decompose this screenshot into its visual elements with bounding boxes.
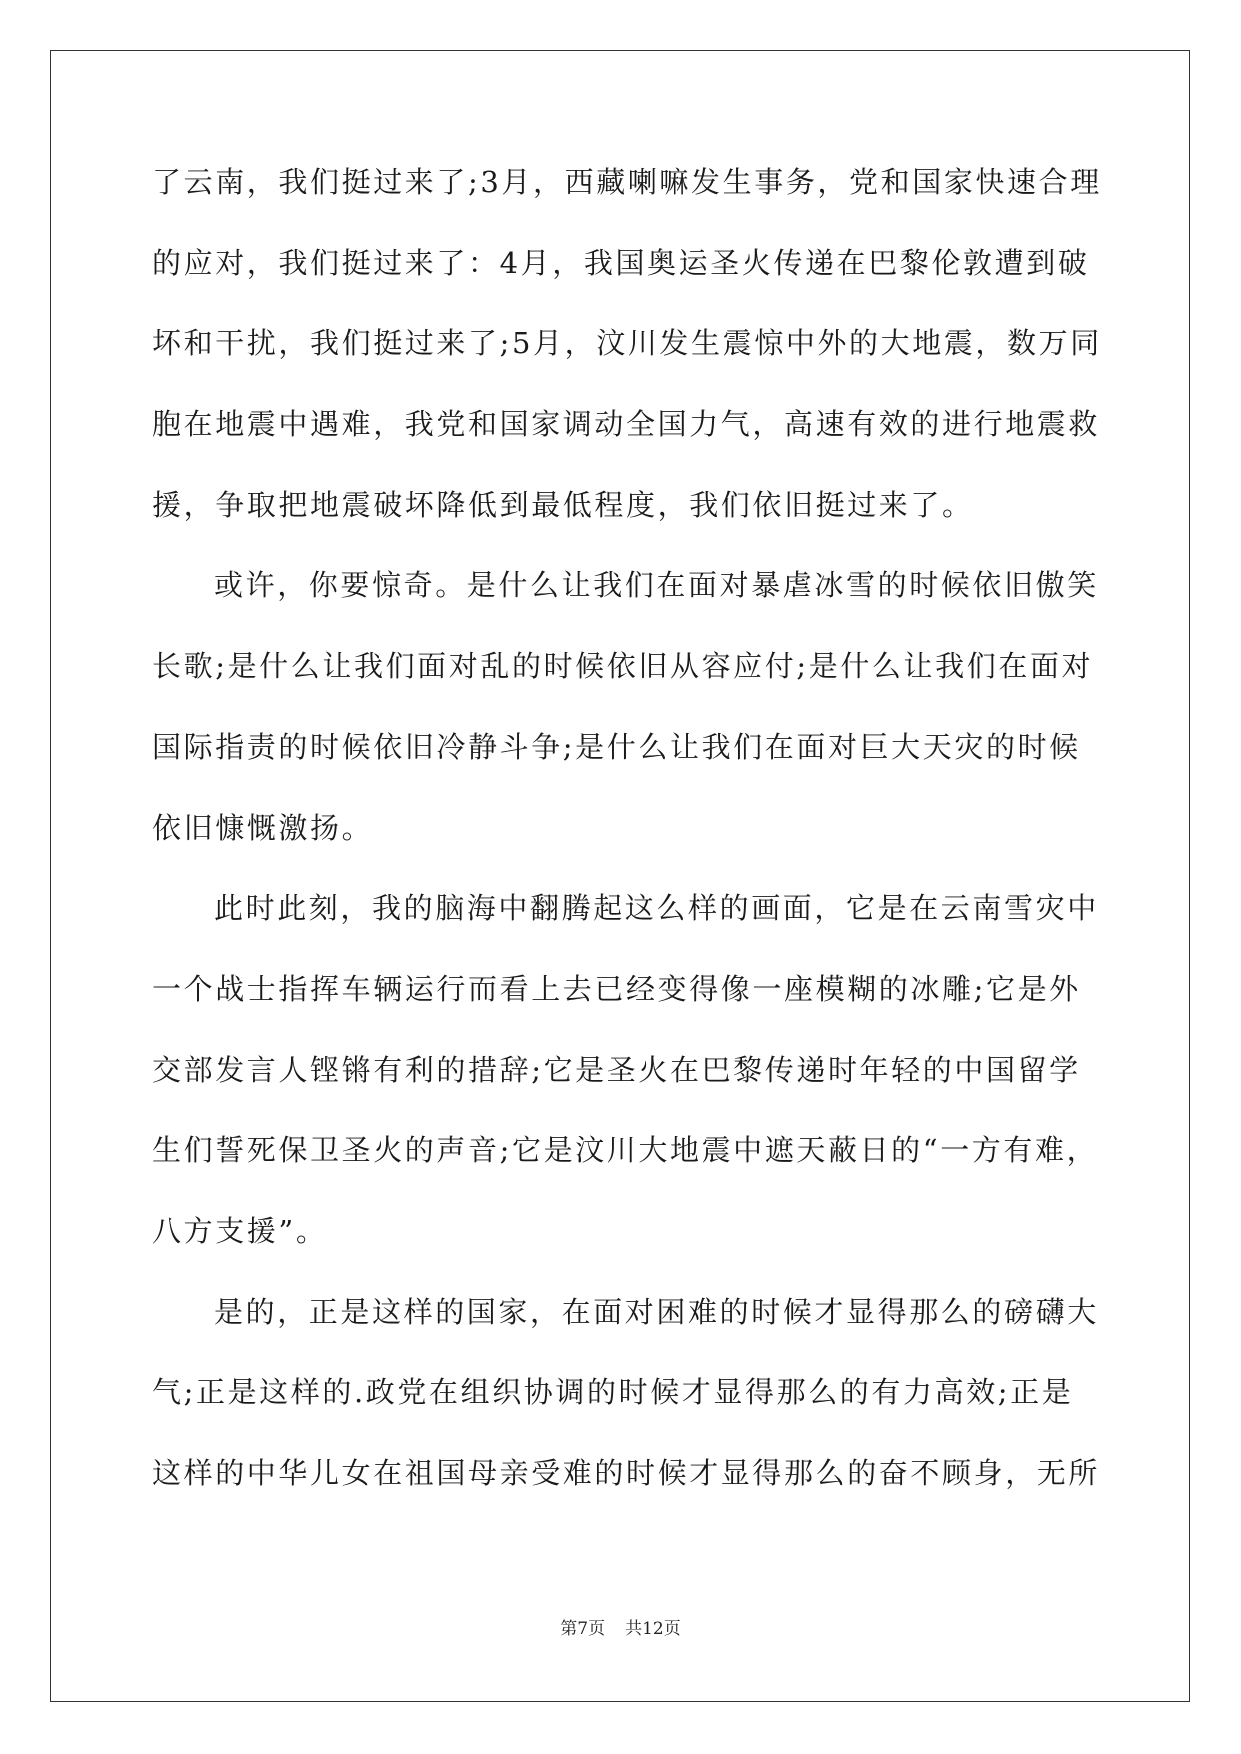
page-number: 第7页 bbox=[560, 1619, 606, 1639]
text-line: 援，争取把地震破坏降低到最低程度，我们依旧挺过来了。 bbox=[152, 487, 974, 522]
text-line: 一个战士指挥车辆运行而看上去已经变得像一座模糊的冰雕;它是外 bbox=[152, 971, 1081, 1006]
text-line: 气;正是这样的.政党在组织协调的时候才显得那么的有力高效;正是 bbox=[152, 1375, 1074, 1410]
text-line: 坏和干扰，我们挺过来了;5月，汶川发生震惊中外的大地震，数万同 bbox=[152, 326, 1102, 361]
text-line: 八方支援”。 bbox=[152, 1213, 328, 1248]
paragraph-start-line: 是的，正是这样的国家，在面对困难的时候才显得那么的磅礴大 bbox=[214, 1294, 1099, 1329]
text-line: 长歌;是什么让我们面对乱的时候依旧从容应付;是什么让我们在面对 bbox=[152, 649, 1094, 684]
text-line: 了云南，我们挺过来了;3月，西藏喇嘛发生事务，党和国家快速合理 bbox=[152, 165, 1102, 199]
text-line: 这样的中华儿女在祖国母亲受难的时候才显得那么的奋不顾身，无所 bbox=[152, 1456, 1101, 1490]
text-line: 胞在地震中遇难，我党和国家调动全国力气，高速有效的进行地震救 bbox=[152, 407, 1101, 442]
text-line: 的应对，我们挺过来了：4月，我国奥运圣火传递在巴黎伦敦遭到破 bbox=[152, 245, 1090, 280]
paragraph-start-line: 此时此刻，我的脑海中翻腾起这么样的画面，它是在云南雪灾中 bbox=[214, 891, 1099, 926]
text-line: 依旧慷慨激扬。 bbox=[152, 810, 374, 845]
text-line: 交部发言人铿锵有利的措辞;它是圣火在巴黎传递时年轻的中国留学 bbox=[152, 1052, 1081, 1087]
text-line: 国际指责的时候依旧冷静斗争;是什么让我们在面对巨大天灾的时候 bbox=[152, 729, 1081, 764]
total-pages: 共12页 bbox=[625, 1619, 681, 1639]
paragraph-start-line: 或许，你要惊奇。是什么让我们在面对暴虐冰雪的时候依旧傲笑 bbox=[214, 568, 1099, 603]
page-footer bbox=[0, 1618, 1241, 1640]
document-body bbox=[152, 162, 1102, 1534]
text-line: 生们誓死保卫圣火的声音;它是汶川大地震中遮天蔽日的“一方有难， bbox=[152, 1133, 1099, 1168]
